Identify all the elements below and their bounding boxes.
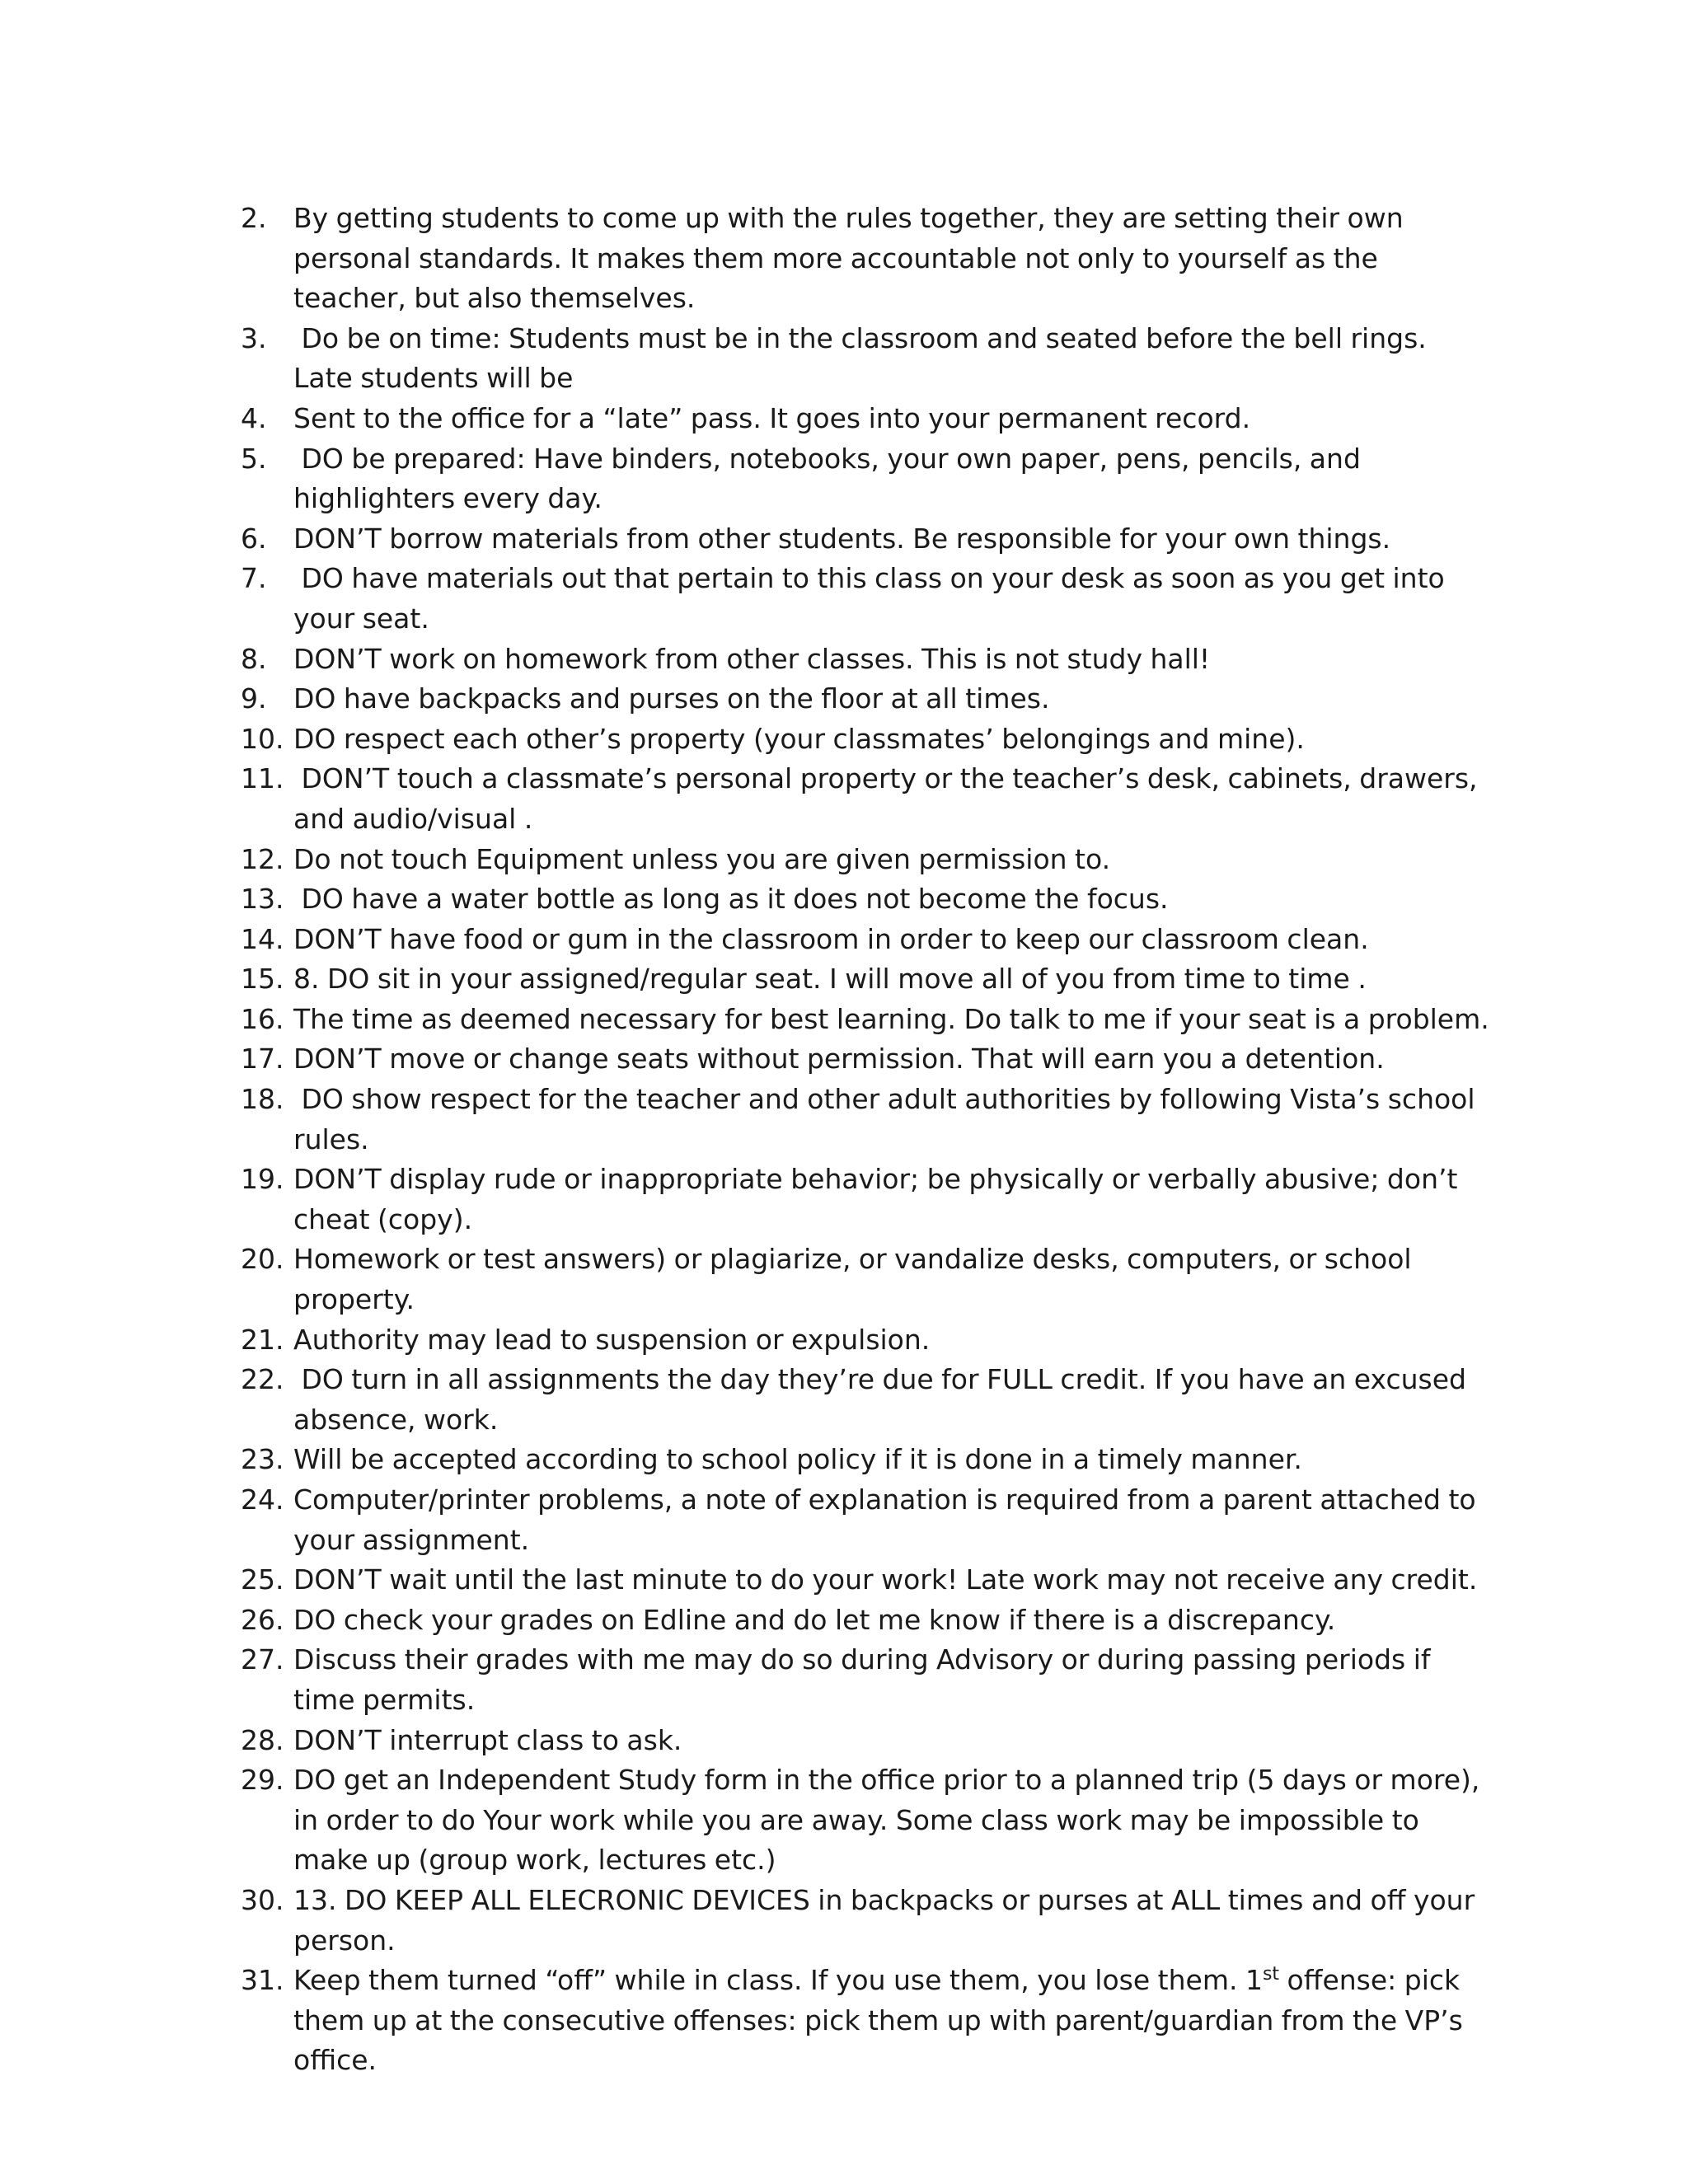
item-number: 7. <box>241 562 267 595</box>
list-item <box>241 959 1493 1000</box>
item-number: 2. <box>241 202 267 234</box>
list-item <box>241 399 1493 439</box>
item-text: DON’T move or change seats without permission. That will earn you a detention. <box>293 1043 1385 1076</box>
list-item <box>241 519 1493 560</box>
list-item <box>241 199 1493 319</box>
item-number: 20. <box>241 1243 284 1276</box>
item-text: Authority may lead to suspension or expulsion. <box>293 1323 931 1356</box>
item-number: 19. <box>241 1163 284 1196</box>
item-text: Sent to the office for a “late” pass. It goes into your permanent record. <box>293 401 1251 434</box>
item-text: Will be accepted according to school policy if it is done in a timely manner. <box>293 1443 1302 1476</box>
list-item <box>241 719 1493 760</box>
list-item <box>241 319 1493 399</box>
item-text: DON’T have food or gum in the classroom in order to keep our classroom clean. <box>293 922 1369 955</box>
list-item <box>241 1000 1493 1040</box>
item-text: DO be prepared: Have binders, notebooks, your own paper, pens, pencils, and highlighters every day. <box>293 442 1369 515</box>
item-text-part: offense: pick them up at the consecutive offenses: pick them up with parent/guardian from the VP’s office. <box>293 1964 1471 2077</box>
item-number: 27. <box>241 1643 284 1676</box>
item-text <box>293 1961 1493 2081</box>
item-text: DON’T touch a classmate’s personal property or the teacher’s desk, cabinets, drawers, and audio/visual . <box>293 762 1486 835</box>
item-text: Do be on time: Students must be in the classroom and seated before the bell rings. Late students will be <box>293 321 1435 395</box>
list-item <box>241 1440 1493 1480</box>
item-text: DON’T interrupt class to ask. <box>293 1723 682 1756</box>
item-number: 10. <box>241 722 284 755</box>
item-text: DO have materials out that pertain to this class on your desk as soon as you get into your seat. <box>293 562 1453 635</box>
item-text: DON’T borrow materials from other students. Be responsible for your own things. <box>293 522 1391 555</box>
item-text: Homework or test answers) or plagiarize, or vandalize desks, computers, or school property. <box>293 1243 1420 1316</box>
item-number: 14. <box>241 922 284 955</box>
item-number: 24. <box>241 1483 284 1516</box>
list-item <box>241 1760 1493 1881</box>
item-number: 29. <box>241 1764 284 1797</box>
item-number: 21. <box>241 1323 284 1356</box>
item-number: 17. <box>241 1043 284 1076</box>
list-item <box>241 1480 1493 1560</box>
item-number: 16. <box>241 1002 284 1035</box>
list-item <box>241 1320 1493 1361</box>
item-text-part: Keep them turned “off” while in class. If you use them, you lose them. 1 <box>293 1964 1263 1997</box>
item-number: 30. <box>241 1883 284 1916</box>
item-text: DO have backpacks and purses on the floor at all times. <box>293 682 1050 715</box>
item-number: 18. <box>241 1083 284 1116</box>
item-text: DO respect each other’s property (your classmates’ belongings and mine). <box>293 722 1305 755</box>
item-text: 8. DO sit in your assigned/regular seat. I will move all of you from time to time . <box>293 963 1367 996</box>
item-number: 5. <box>241 442 267 475</box>
list-item <box>241 840 1493 880</box>
item-number: 3. <box>241 321 267 354</box>
item-number: 6. <box>241 522 267 555</box>
ordinal-suffix: st <box>1262 1964 1280 1985</box>
list-item <box>241 1721 1493 1761</box>
list-item <box>241 1640 1493 1720</box>
list-item <box>241 1240 1493 1319</box>
item-text: By getting students to come up with the rules together, they are setting their own personal standards. It makes them more accountable not only to yourself as the teacher, but also themselves. <box>293 202 1412 315</box>
item-text: DO have a water bottle as long as it does not become the focus. <box>293 883 1169 916</box>
item-text: DO turn in all assignments the day they’re due for FULL credit. If you have an excused absence, work. <box>293 1363 1475 1436</box>
list-item <box>241 1560 1493 1601</box>
item-text: Computer/printer problems, a note of explanation is required from a parent attached to your assignment. <box>293 1483 1484 1556</box>
item-number: 23. <box>241 1443 284 1476</box>
list-item <box>241 1080 1493 1160</box>
item-text: DON’T display rude or inappropriate behavior; be physically or verbally abusive; don’t cheat (copy). <box>293 1163 1465 1235</box>
item-text: DO show respect for the teacher and other adult authorities by following Vista’s school rules. <box>293 1083 1484 1155</box>
list-item <box>241 1039 1493 1080</box>
item-text: The time as deemed necessary for best learning. Do talk to me if your seat is a problem. <box>293 1002 1489 1035</box>
list-item <box>241 1360 1493 1440</box>
list-item <box>241 1601 1493 1641</box>
item-text: DON’T wait until the last minute to do your work! Late work may not receive any credit. <box>293 1563 1478 1596</box>
item-number: 11. <box>241 762 284 795</box>
item-number: 26. <box>241 1603 284 1636</box>
list-item <box>241 439 1493 519</box>
item-number: 8. <box>241 642 267 675</box>
item-number: 25. <box>241 1563 284 1596</box>
item-number: 15. <box>241 963 284 996</box>
item-text: Do not touch Equipment unless you are given permission to. <box>293 842 1111 875</box>
item-number: 22. <box>241 1363 284 1396</box>
rules-list <box>241 199 1493 2081</box>
list-item <box>241 559 1493 639</box>
item-text: DO get an Independent Study form in the office prior to a planned trip (5 days or more), in order to do Your work while you are away. Some class work may be impossible to make up (group work, lectures etc.) <box>293 1764 1488 1877</box>
list-item <box>241 879 1493 920</box>
item-number: 9. <box>241 682 267 715</box>
item-text: DO check your grades on Edline and do let me know if there is a discrepancy. <box>293 1603 1336 1636</box>
item-number: 12. <box>241 842 284 875</box>
list-item <box>241 920 1493 960</box>
item-number: 28. <box>241 1723 284 1756</box>
item-text: 13. DO KEEP ALL ELECRONIC DEVICES in backpacks or purses at ALL times and off your person. <box>293 1883 1483 1957</box>
list-item <box>241 1160 1493 1240</box>
list-item <box>241 1881 1493 1961</box>
item-number: 4. <box>241 401 267 434</box>
list-item <box>241 640 1493 680</box>
item-text: Discuss their grades with me may do so during Advisory or during passing periods if time permits. <box>293 1643 1439 1716</box>
item-text: DON’T work on homework from other classes. This is not study hall! <box>293 642 1211 675</box>
item-number: 31. <box>241 1964 284 1997</box>
list-item <box>241 759 1493 839</box>
list-item <box>241 679 1493 719</box>
list-item <box>241 1961 1493 2081</box>
item-number: 13. <box>241 883 284 916</box>
